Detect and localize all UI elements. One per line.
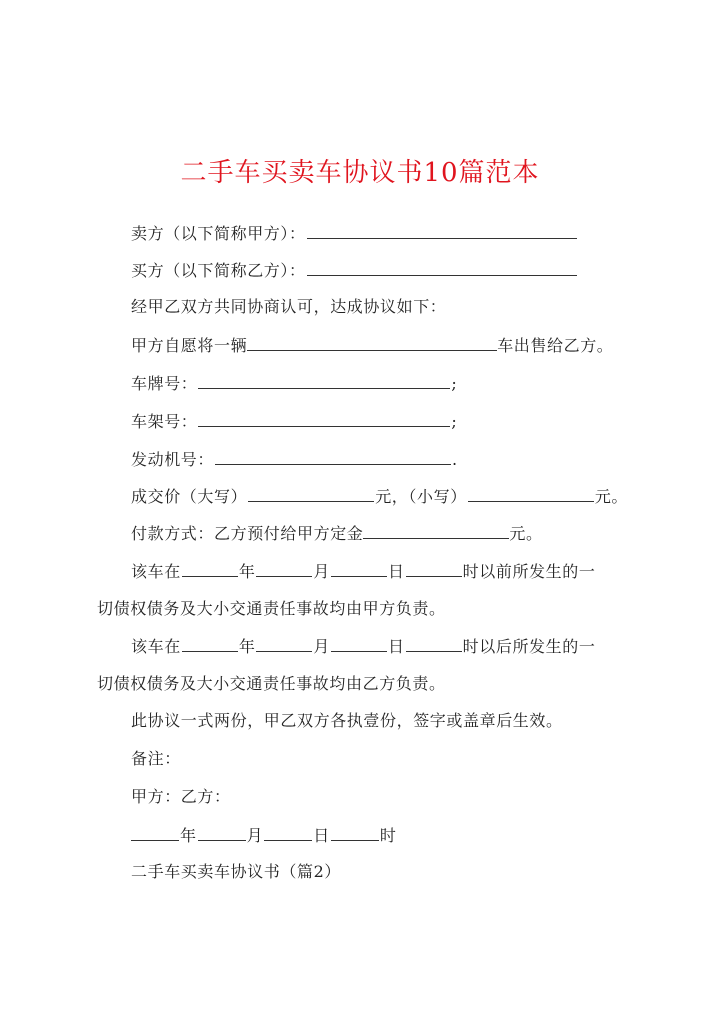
blank — [248, 485, 374, 502]
blank — [215, 448, 451, 465]
text: 甲方自愿将一辆 — [131, 336, 248, 355]
text: 元，（小写） — [375, 487, 467, 506]
next-section-heading: 二手车买卖车协议书（篇2） — [131, 862, 341, 881]
blank — [406, 635, 462, 652]
blank — [307, 259, 577, 276]
blank — [198, 824, 246, 841]
plate-line — [131, 372, 457, 395]
engine-line — [131, 448, 458, 471]
blank — [264, 824, 312, 841]
after-cont-line: 切债权债务及大小交通责任事故均由乙方负责。 — [97, 674, 446, 693]
date-line — [131, 824, 396, 847]
blank — [182, 635, 238, 652]
blank — [247, 334, 497, 351]
blank — [331, 635, 387, 652]
before-cont-line: 切债权债务及大小交通责任事故均由甲方负责。 — [97, 599, 446, 618]
seller-line — [131, 222, 578, 245]
blank — [198, 410, 450, 427]
label: 卖方（以下简称甲方）： — [131, 224, 306, 243]
blank — [131, 824, 179, 841]
blank — [331, 560, 387, 577]
text: 月 — [246, 826, 264, 845]
label: 车架号： — [131, 412, 198, 431]
label: 车牌号： — [131, 374, 198, 393]
text: 日 — [313, 826, 330, 845]
text: . — [452, 450, 458, 469]
blank — [468, 485, 594, 502]
text: ; — [451, 374, 458, 393]
payment-line — [131, 522, 543, 545]
text: 车出售给乙方。 — [497, 336, 614, 355]
text: 付款方式：乙方预付给甲方定金 — [131, 524, 364, 543]
text: 成交价（大写） — [131, 487, 248, 506]
text: 月 — [313, 562, 331, 581]
text: 年 — [238, 637, 256, 656]
blank — [256, 635, 312, 652]
buyer-line — [131, 259, 578, 282]
blank — [256, 560, 312, 577]
agree-line: 经甲乙双方共同协商认可，达成协议如下： — [131, 297, 447, 316]
text: 时以后所发生的一 — [462, 637, 596, 656]
text: 年 — [180, 826, 197, 845]
price-line — [131, 485, 628, 508]
blank — [363, 522, 509, 539]
text: ; — [451, 412, 458, 431]
blank — [198, 372, 450, 389]
blank — [331, 824, 379, 841]
copies-line: 此协议一式两份，甲乙双方各执壹份，签字或盖章后生效。 — [131, 711, 563, 730]
parties-line: 甲方：乙方： — [131, 787, 231, 806]
text: 日 — [388, 637, 405, 656]
text: 日 — [388, 562, 405, 581]
before-line — [131, 560, 595, 583]
label: 买方（以下简称乙方）： — [131, 261, 306, 280]
text: 该车在 — [131, 562, 181, 581]
sell-line — [131, 334, 613, 357]
text: 月 — [313, 637, 331, 656]
text: 时以前所发生的一 — [462, 562, 596, 581]
text: 年 — [238, 562, 256, 581]
text: 元。 — [594, 487, 629, 506]
label: 发动机号： — [131, 450, 215, 469]
after-line — [131, 635, 595, 658]
blank — [182, 560, 238, 577]
note-line: 备注： — [131, 749, 181, 768]
text: 时 — [379, 826, 397, 845]
document-title: 二手车买卖车协议书10篇范本 — [180, 158, 540, 188]
text: 该车在 — [131, 637, 181, 656]
blank — [307, 222, 577, 239]
text: 元。 — [509, 524, 543, 543]
frame-line — [131, 410, 457, 433]
blank — [406, 560, 462, 577]
